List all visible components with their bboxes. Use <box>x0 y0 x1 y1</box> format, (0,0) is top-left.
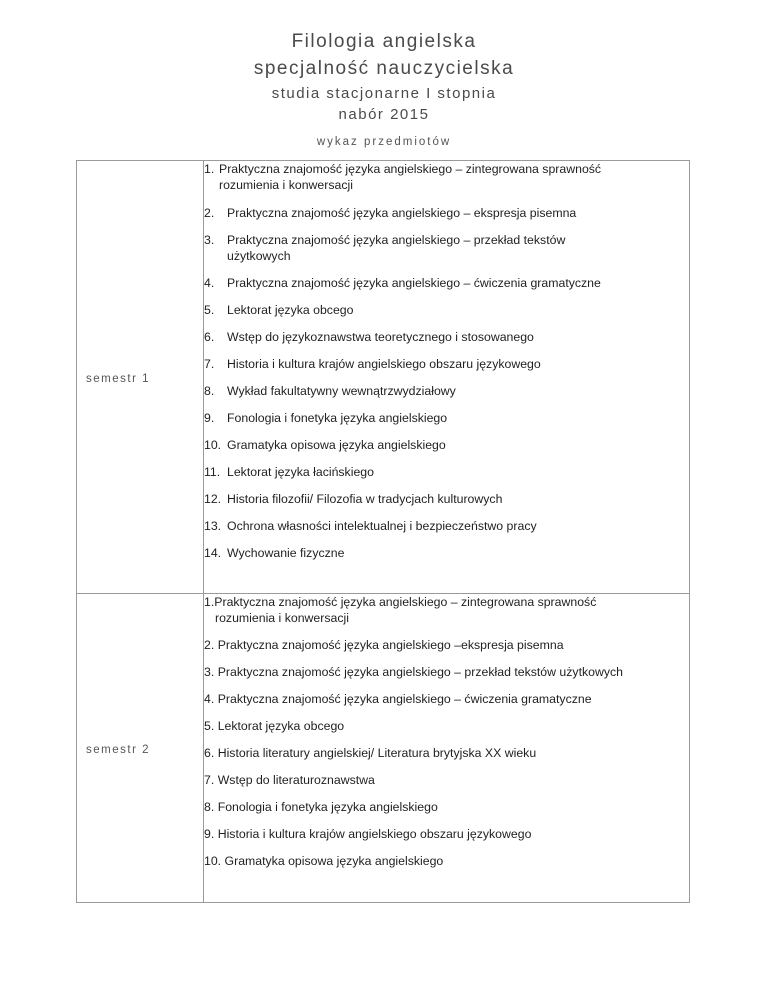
item-text: Wstęp do literaturoznawstwa <box>217 773 375 787</box>
semester-label-cell <box>77 594 204 903</box>
item-number: 9. <box>204 827 215 841</box>
item-number: 4. <box>204 692 215 706</box>
item-text: Praktyczna znajomość języka angielskiego – zintegrowana sprawność <box>219 162 602 176</box>
list-item <box>204 356 689 372</box>
list-item <box>204 518 689 534</box>
document-specialization: specjalność nauczycielska <box>253 58 515 79</box>
subject-list <box>204 161 689 561</box>
item-number: 9. <box>204 411 215 425</box>
semester-label-cell <box>77 161 204 594</box>
list-item <box>204 232 689 264</box>
subjects-cell <box>204 594 690 903</box>
semester-row <box>77 594 690 903</box>
item-number: 10. <box>204 854 222 868</box>
item-number: 1. <box>204 162 215 176</box>
item-number: 1. <box>204 595 215 609</box>
item-text: Praktyczna znajomość języka angielskiego – zintegrowana sprawność <box>214 595 597 609</box>
list-item <box>204 329 689 345</box>
list-item <box>204 745 689 761</box>
list-item <box>204 718 689 734</box>
list-item <box>204 410 689 426</box>
item-text: Fonologia i fonetyka języka angielskiego <box>217 800 438 814</box>
item-number: 3. <box>204 233 215 247</box>
item-number: 7. <box>204 357 215 371</box>
semester-label: semestr 1 <box>86 372 150 385</box>
list-item <box>204 464 689 480</box>
item-number: 12. <box>204 492 222 506</box>
list-item <box>204 205 689 221</box>
item-number: 14. <box>204 546 222 560</box>
list-item <box>204 302 689 318</box>
item-text: Wykład fakultatywny wewnątrzwydziałowy <box>227 384 456 398</box>
item-text: Gramatyka opisowa języka angielskiego <box>227 438 446 452</box>
list-item <box>204 437 689 453</box>
item-number: 5. <box>204 303 215 317</box>
item-text: Historia literatury angielskiej/ Literatura brytyjska XX wieku <box>217 746 537 760</box>
document-study-mode: studia stacjonarne I stopnia <box>271 85 497 102</box>
document-title: Filologia angielska <box>291 31 477 52</box>
item-text: Praktyczna znajomość języka angielskiego – ekspresja pisemna <box>227 206 577 220</box>
list-item <box>204 637 689 653</box>
list-item <box>204 664 689 680</box>
item-text: Lektorat języka łacińskiego <box>227 465 374 479</box>
item-number: 6. <box>204 746 215 760</box>
item-number: 4. <box>204 276 215 290</box>
semester-row <box>77 161 690 594</box>
subjects-cell <box>204 161 690 594</box>
list-item <box>204 275 689 291</box>
item-text: Praktyczna znajomość języka angielskiego –ekspresja pisemna <box>217 638 564 652</box>
item-text: Wychowanie fizyczne <box>227 546 345 560</box>
item-number: 11. <box>204 465 221 479</box>
item-text: Gramatyka opisowa języka angielskiego <box>224 854 444 868</box>
item-text: Historia filozofii/ Filozofia w tradycjach kulturowych <box>227 492 503 506</box>
item-text-continued: rozumienia i konwersacji <box>215 611 349 625</box>
list-item <box>204 545 689 561</box>
item-text-continued: rozumienia i konwersacji <box>219 178 353 192</box>
subjects-table <box>76 160 690 903</box>
item-number: 8. <box>204 384 215 398</box>
item-text: Historia i kultura krajów angielskiego obszaru językowego <box>217 827 532 841</box>
list-item <box>204 161 689 193</box>
item-number: 3. <box>204 665 215 679</box>
item-text: Ochrona własności intelektualnej i bezpieczeństwo pracy <box>227 519 537 533</box>
list-item <box>204 799 689 815</box>
list-item <box>204 826 689 842</box>
item-text: Praktyczna znajomość języka angielskiego – przekład tekstów użytkowych <box>217 665 623 679</box>
item-number: 2. <box>204 206 215 220</box>
list-item <box>204 491 689 507</box>
item-text-continued: użytkowych <box>227 249 291 263</box>
list-item <box>204 853 689 869</box>
item-text: Wstęp do językoznawstwa teoretycznego i stosowanego <box>227 330 534 344</box>
item-number: 13. <box>204 519 222 533</box>
item-number: 5. <box>204 719 215 733</box>
list-item <box>204 772 689 788</box>
item-text: Praktyczna znajomość języka angielskiego – przekład tekstów <box>227 233 566 247</box>
semester-label: semestr 2 <box>86 744 150 756</box>
item-text: Historia i kultura krajów angielskiego obszaru językowego <box>227 357 541 371</box>
item-text: Praktyczna znajomość języka angielskiego – ćwiczenia gramatyczne <box>217 692 592 706</box>
list-item <box>204 383 689 399</box>
item-number: 7. <box>204 773 215 787</box>
document-intake-year: nabór 2015 <box>338 106 430 123</box>
item-number: 10. <box>204 438 222 452</box>
item-number: 6. <box>204 330 215 344</box>
document-subtitle: wykaz przedmiotów <box>316 136 452 148</box>
item-text: Praktyczna znajomość języka angielskiego – ćwiczenia gramatyczne <box>227 276 601 290</box>
list-item <box>204 594 689 626</box>
subject-list <box>204 594 689 869</box>
item-number: 8. <box>204 800 215 814</box>
item-number: 2. <box>204 638 215 652</box>
item-text: Fonologia i fonetyka języka angielskiego <box>227 411 448 425</box>
item-text: Lektorat języka obcego <box>227 303 354 317</box>
item-text: Lektorat języka obcego <box>217 719 345 733</box>
list-item <box>204 691 689 707</box>
